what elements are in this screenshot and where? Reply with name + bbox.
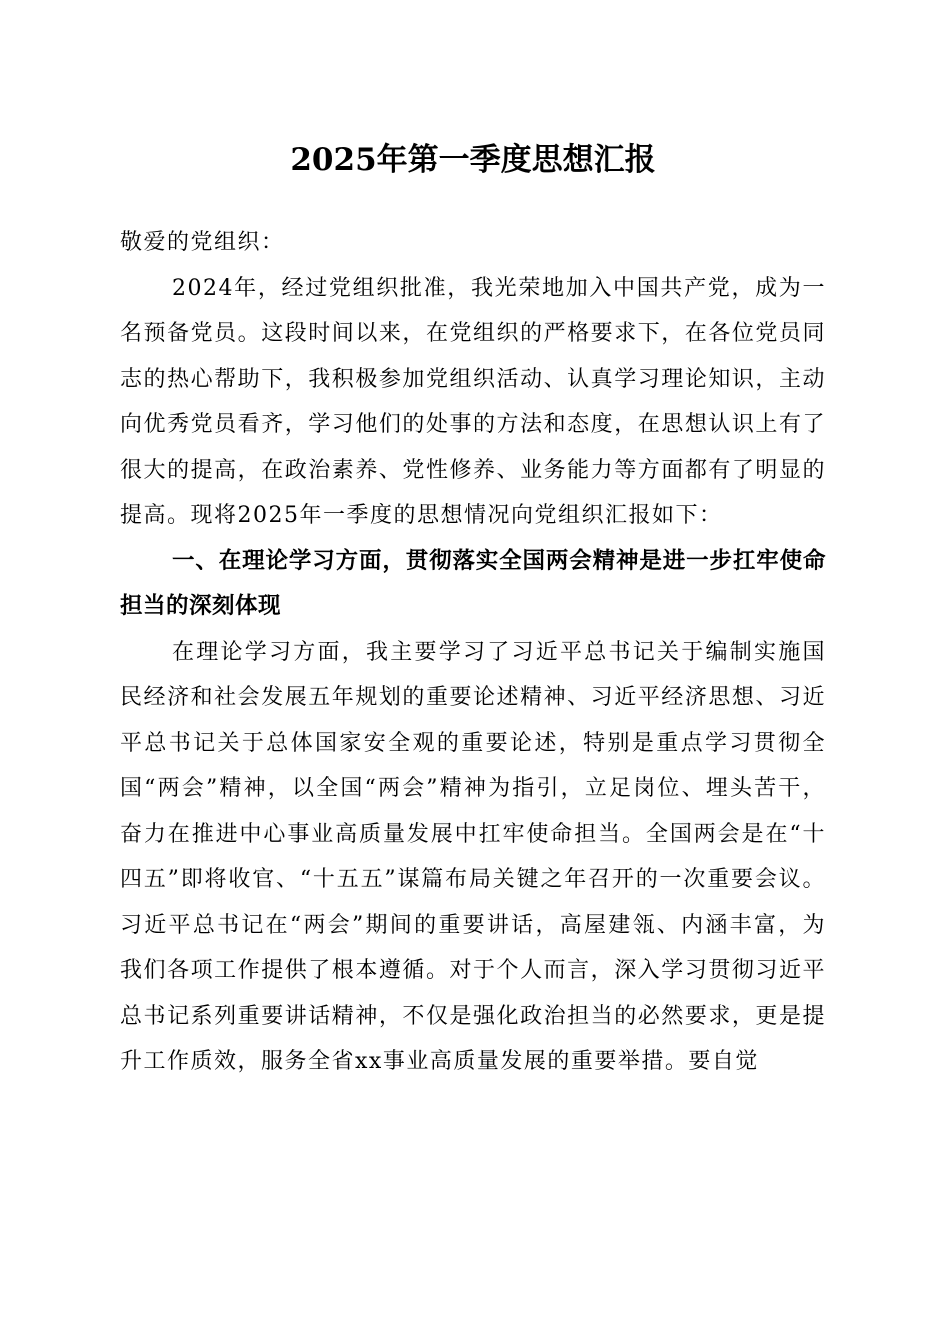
theory-study-paragraph: 在理论学习方面，我主要学习了习近平总书记关于编制实施国民经济和社会发展五年规划的重要论述精神、习近平经济思想、习近平总书记关于总体国家安全观的重要论述，特别是重点学习贯彻全国“两会”精神，以全国“两会”精神为指引，立足岗位、埋头苦干，奋力在推进中心事业高质量发展中扛牢使命担当。全国两会是在“十四五”即将收官、“十五五”谋篇布局关键之年召开的一次重要会议。习近平总书记在“两会”期间的重要讲话，高屋建瓴、内涵丰富，为我们各项工作提供了根本遵循。对于个人而言，深入学习贯彻习近平总书记系列重要讲话精神，不仅是强化政治担当的必然要求，更是提升工作质效，服务全省xx事业高质量发展的重要举措。要自觉 (120, 639, 826, 1074)
document-body (120, 220, 826, 1085)
document-title: 2025年第一季度思想汇报 (290, 142, 656, 178)
salutation: 敬爱的党组织： (120, 230, 285, 255)
section-heading: 一、在理论学习方面，贯彻落实全国两会精神是进一步扛牢使命担当的深刻体现 (120, 547, 826, 619)
intro-paragraph: 2024年，经过党组织批准，我光荣地加入中国共产党，成为一名预备党员。这段时间以来，在党组织的严格要求下，在各位党员同志的热心帮助下，我积极参加党组织活动、认真学习理论知识，主动向优秀党员看齐，学习他们的处事的方法和态度，在思想认识上有了很大的提高，在政治素养、党性修养、业务能力等方面都有了明显的提高。现将2025年一季度的思想情况向党组织汇报如下： (120, 275, 826, 528)
